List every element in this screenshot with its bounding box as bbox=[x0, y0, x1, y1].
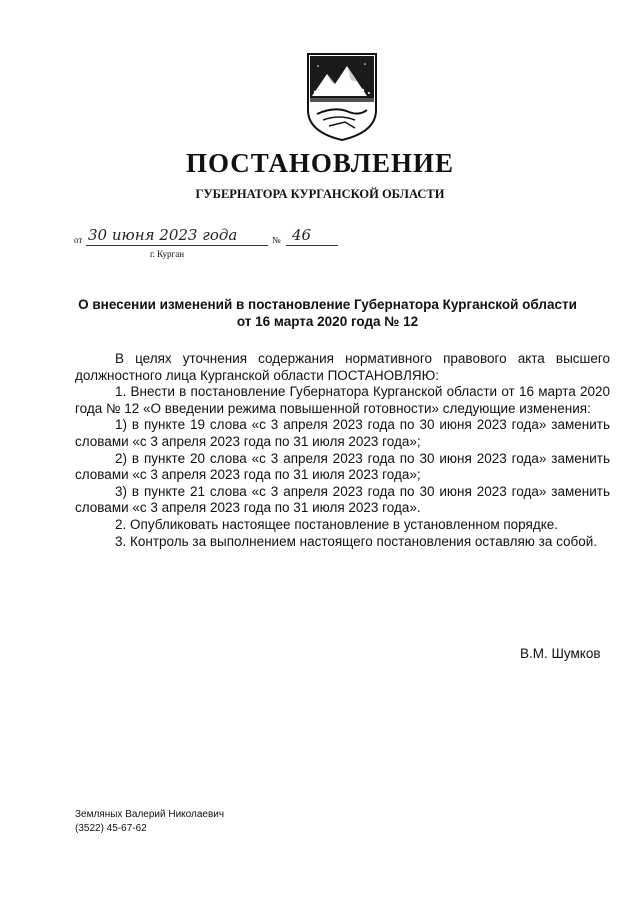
date-underline bbox=[86, 245, 268, 246]
place-label: г. Курган bbox=[150, 249, 185, 259]
item-3-paragraph: 3. Контроль за выполнением настоящего постановления оставляю за собой. bbox=[115, 533, 598, 549]
signature-name: В.М. Шумков bbox=[520, 646, 601, 661]
executor-phone: (3522) 45-67-62 bbox=[75, 823, 147, 834]
item-1-paragraph: 1. Внести в постановление Губернатора Курганской области от 16 марта 2020 года № 12 «О введении режима повышенной готовности» следующие изменения: bbox=[75, 384, 610, 416]
number-label: № bbox=[272, 235, 281, 245]
document-body bbox=[75, 351, 610, 550]
heading-line-1: О внесении изменений в постановление Губернатора Курганской области bbox=[78, 297, 577, 312]
subitem-2-paragraph: 2) в пункте 20 слова «с 3 апреля 2023 года по 30 июня 2023 года» заменить словами «с 3 апреля 2023 года по 31 июля 2023 года»; bbox=[75, 450, 610, 483]
number-handwritten: 46 bbox=[292, 226, 312, 244]
document-heading bbox=[40, 296, 615, 330]
preamble-paragraph: В целях уточнения содержания нормативного правового акта высшего должностного лица Курганской области ПОСТАНОВЛЯЮ: bbox=[75, 351, 610, 383]
coat-of-arms-icon bbox=[305, 52, 379, 142]
subitem-1-paragraph: 1) в пункте 19 слова «с 3 апреля 2023 года по 30 июня 2023 года» заменить словами «с 3 апреля 2023 года по 31 июля 2023 года»; bbox=[75, 417, 610, 449]
date-from-label: от bbox=[74, 235, 83, 245]
date-handwritten: 30 июня 2023 года bbox=[88, 226, 238, 244]
item-2-paragraph: 2. Опубликовать настоящее постановление в установленном порядке. bbox=[115, 516, 559, 532]
heading-line-2: от 16 марта 2020 года № 12 bbox=[236, 314, 419, 329]
document-subtitle: ГУБЕРНАТОРА КУРГАНСКОЙ ОБЛАСТИ bbox=[195, 187, 445, 201]
footer-executor bbox=[75, 808, 224, 836]
number-underline bbox=[286, 245, 338, 246]
document-title: ПОСТАНОВЛЕНИЕ bbox=[185, 148, 455, 178]
executor-name: Земляных Валерий Николаевич bbox=[75, 809, 225, 820]
subitem-3-paragraph: 3) в пункте 21 слова «с 3 апреля 2023 года по 30 июня 2023 года» заменить словами «с 3 апреля 2023 года по 31 июля 2023 года». bbox=[75, 483, 610, 516]
